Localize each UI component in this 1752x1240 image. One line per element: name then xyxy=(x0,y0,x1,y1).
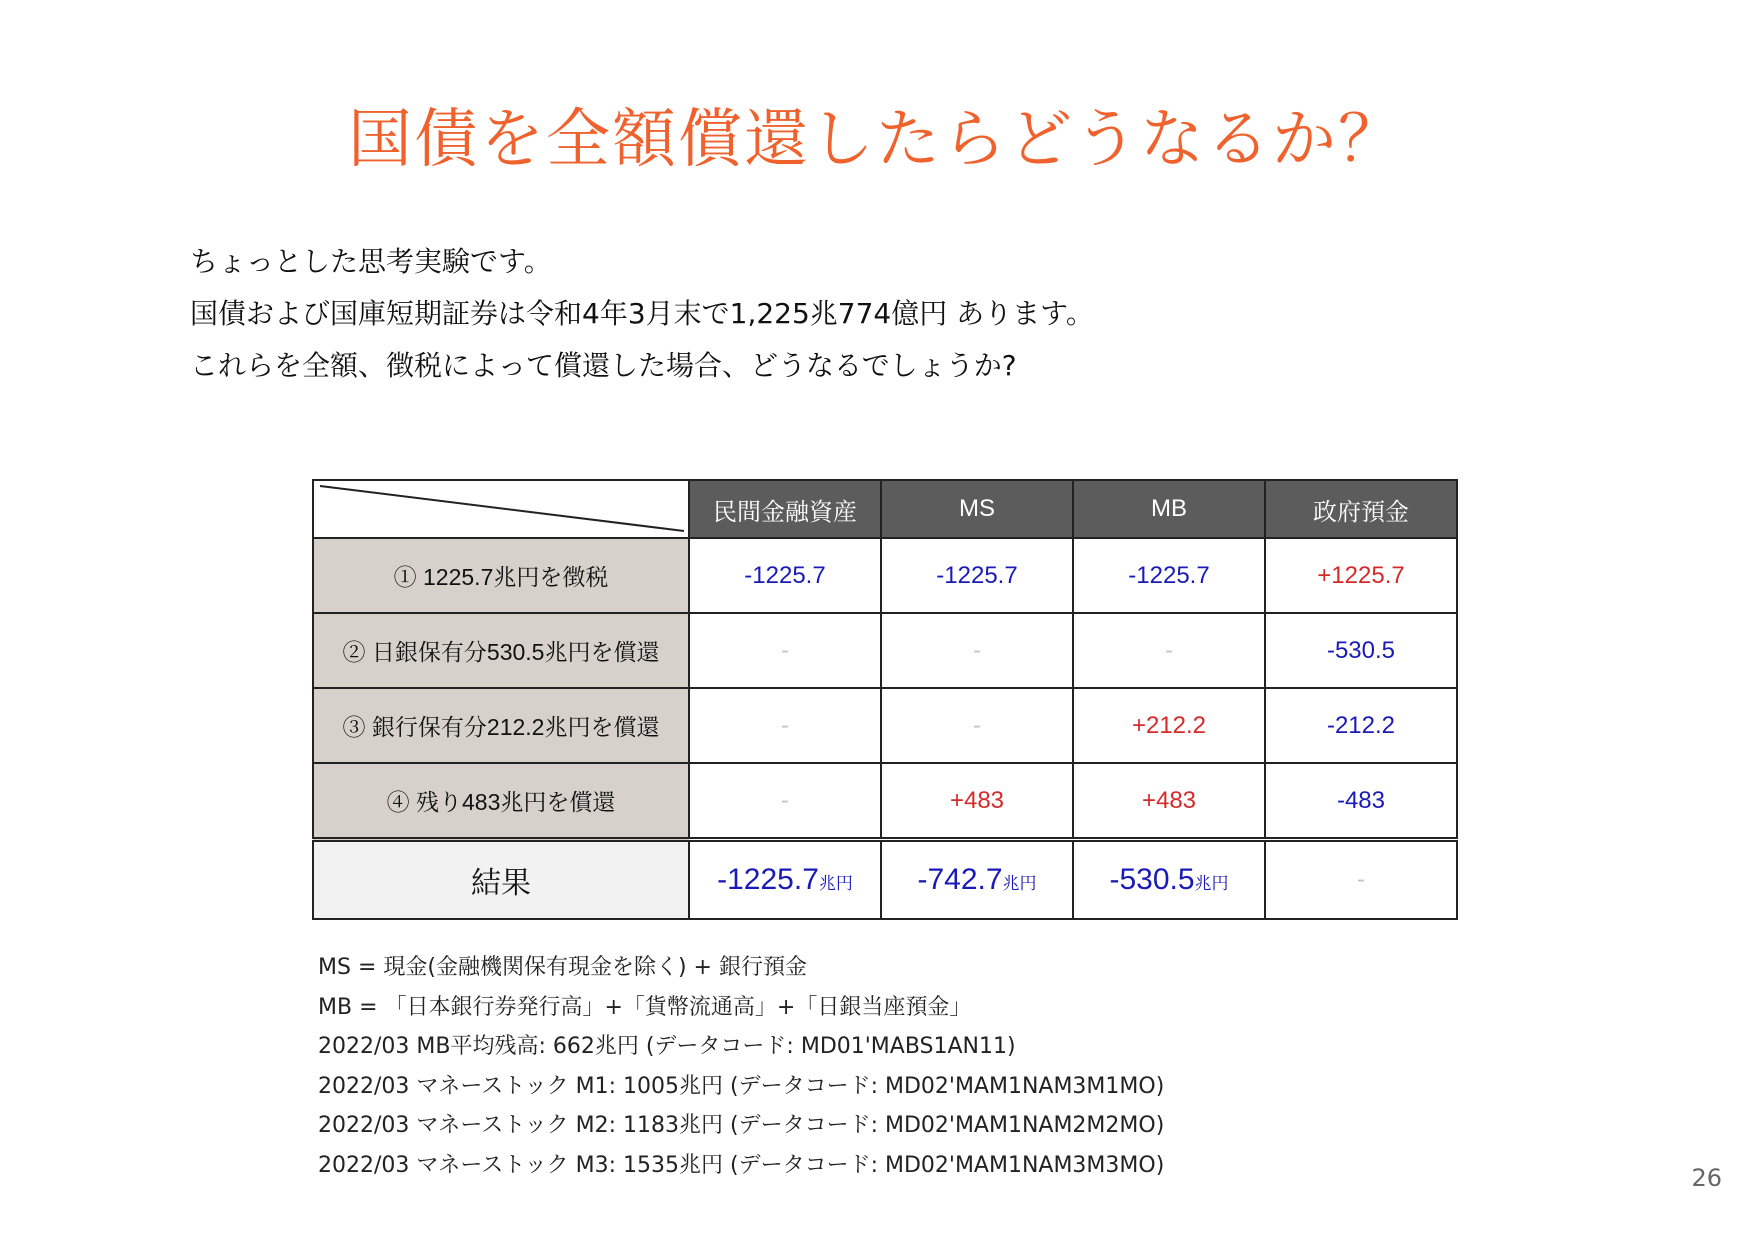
table-row xyxy=(313,763,1457,840)
table-cell: +212.2 xyxy=(1073,688,1265,763)
table-header-row xyxy=(313,480,1457,538)
column-header-ms: MS xyxy=(881,480,1073,538)
flow-table xyxy=(312,479,1458,920)
result-value: - xyxy=(1357,866,1365,893)
table-cell: -212.2 xyxy=(1265,688,1457,763)
intro-text xyxy=(190,236,1094,392)
note-line: 2022/03 マネーストック M1: 1005兆円 (データコード: MD02'MAM1NAM3M1MO) xyxy=(318,1073,1165,1099)
page-number: 26 xyxy=(1691,1164,1722,1192)
table-cell: +483 xyxy=(1073,763,1265,840)
table-cell: - xyxy=(689,688,881,763)
result-value: -1225.7 xyxy=(717,863,819,896)
table-cell: - xyxy=(689,613,881,688)
row-label: ② 日銀保有分530.5兆円を償還 xyxy=(313,613,689,688)
result-label: 結果 xyxy=(313,840,689,920)
slide-title: 国債を全額償還したらどうなるか？ xyxy=(348,103,1404,177)
table-cell: -1225.7 xyxy=(689,538,881,613)
result-cell xyxy=(1073,840,1265,920)
table-cell: -1225.7 xyxy=(881,538,1073,613)
row-label: ③ 銀行保有分212.2兆円を償還 xyxy=(313,688,689,763)
result-cell xyxy=(1265,840,1457,920)
table-cell: +483 xyxy=(881,763,1073,840)
table-corner xyxy=(313,480,689,538)
result-row xyxy=(313,840,1457,920)
table-cell: - xyxy=(881,688,1073,763)
note-line: 2022/03 マネーストック M3: 1535兆円 (データコード: MD02'MAM1NAM3M3MO) xyxy=(318,1152,1165,1178)
intro-line-2: 国債および国庫短期証券は令和4年3月末で1,225兆774億円 あります。 xyxy=(190,297,1094,330)
table-cell: -1225.7 xyxy=(1073,538,1265,613)
column-header-private-assets: 民間金融資産 xyxy=(689,480,881,538)
intro-line-1: ちょっとした思考実験です。 xyxy=(190,245,552,278)
intro-line-3: これらを全額、徴税によって償還した場合、どうなるでしょうか? xyxy=(190,349,1017,382)
column-header-gov-deposit: 政府預金 xyxy=(1265,480,1457,538)
note-line: 2022/03 マネーストック M2: 1183兆円 (データコード: MD02'MAM1NAM2M2MO) xyxy=(318,1113,1165,1139)
result-unit: 兆円 xyxy=(1194,874,1229,894)
result-value: -530.5 xyxy=(1109,863,1195,896)
result-cell xyxy=(881,840,1073,920)
result-unit: 兆円 xyxy=(1002,874,1037,894)
row-label: ① 1225.7兆円を徴税 xyxy=(313,538,689,613)
table-cell: - xyxy=(881,613,1073,688)
table-row xyxy=(313,688,1457,763)
note-line: 2022/03 MB平均残高: 662兆円 (データコード: MD01'MABS1AN11) xyxy=(318,1034,1016,1060)
note-line: MS = 現金(金融機関保有現金を除く) + 銀行預金 xyxy=(318,955,807,980)
result-value: -742.7 xyxy=(917,863,1003,896)
note-line: MB = 「日本銀行券発行高」+「貨幣流通高」+「日銀当座預金」 xyxy=(318,994,972,1020)
table-row xyxy=(313,538,1457,613)
table-cell: +1225.7 xyxy=(1265,538,1457,613)
result-cell xyxy=(689,840,881,920)
result-unit: 兆円 xyxy=(818,874,853,894)
table-cell: - xyxy=(1073,613,1265,688)
table-cell: -483 xyxy=(1265,763,1457,840)
footnotes xyxy=(318,948,1164,1186)
column-header-mb: MB xyxy=(1073,480,1265,538)
table-cell: -530.5 xyxy=(1265,613,1457,688)
table-cell: - xyxy=(689,763,881,840)
row-label: ④ 残り483兆円を償還 xyxy=(313,763,689,840)
table-row xyxy=(313,613,1457,688)
corner-diagonal xyxy=(314,481,690,537)
